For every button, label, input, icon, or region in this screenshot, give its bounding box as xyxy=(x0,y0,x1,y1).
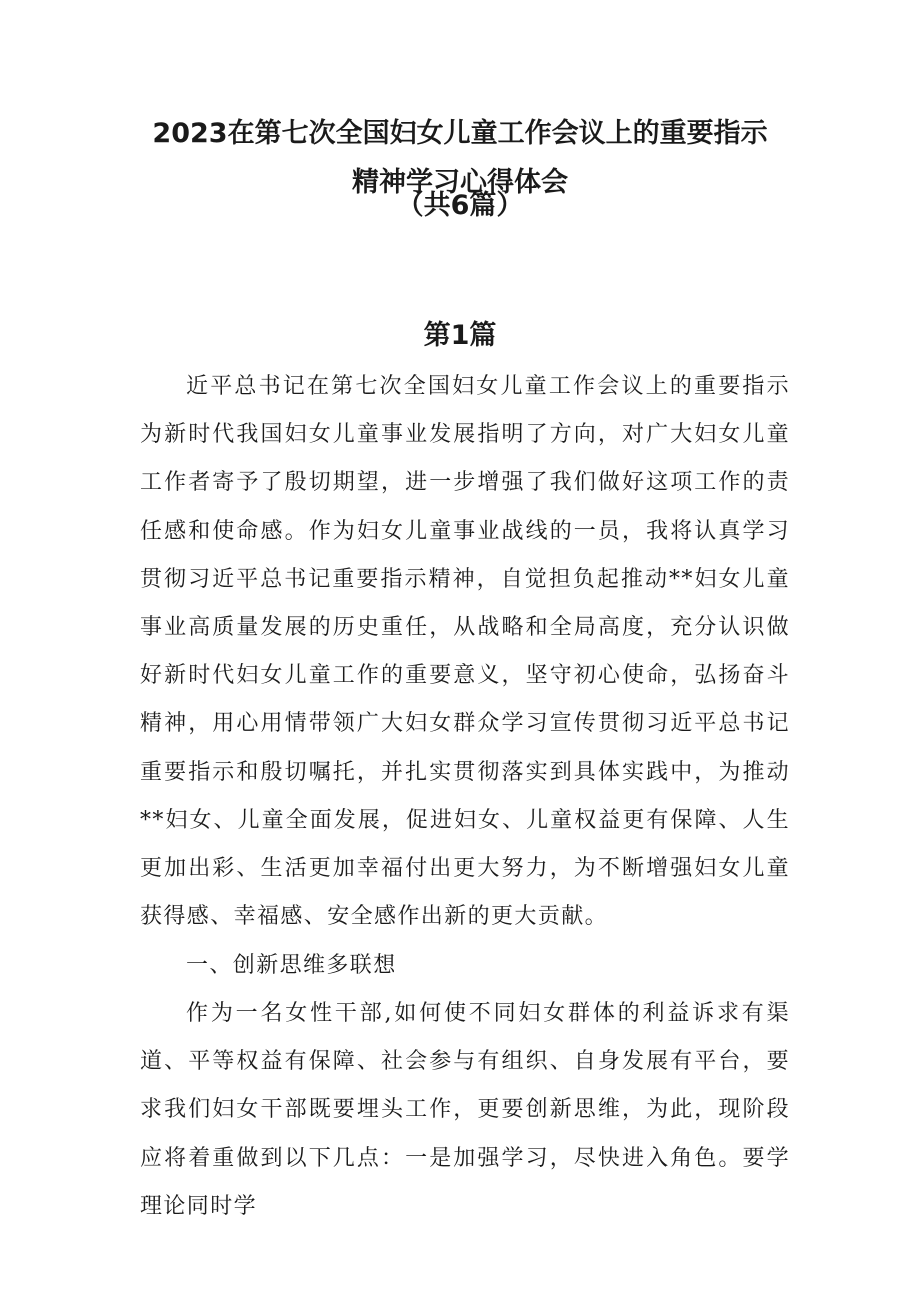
section-heading-1: 一、创新思维多联想 xyxy=(186,953,397,978)
document-title-line-2: 精神学习心得体会 xyxy=(352,167,568,198)
chapter-heading: 第1篇 xyxy=(423,320,497,351)
body-paragraph-2: 作为一名女性干部,如何使不同妇女群体的利益诉求有渠道、平等权益有保障、社会参与有组织、自身发展有平台，要求我们妇女干部既要埋头工作，更要创新思维，为此，现阶段应将着重做到以下几点：一是加强学习，尽快进入角色。要学理论同时学 xyxy=(140,1001,790,1219)
document-title-count: （共6篇） xyxy=(396,190,524,221)
body-paragraph-1: 近平总书记在第七次全国妇女儿童工作会议上的重要指示为新时代我国妇女儿童事业发展指明了方向，对广大妇女儿童工作者寄予了殷切期望，进一步增强了我们做好这项工作的责任感和使命感。作为妇女儿童事业战线的一员，我将认真学习贯彻习近平总书记重要指示精神，自觉担负起推动**妇女儿童事业高质量发展的历史重任，从战略和全局高度，充分认识做好新时代妇女儿童工作的重要意义，坚守初心使命，弘扬奋斗精神，用心用情带领广大妇女群众学习宣传贯彻习近平总书记重要指示和殷切嘱托，并扎实贯彻落实到具体实践中，为推动**妇女、儿童全面发展，促进妇女、儿童权益更有保障、人生更加出彩、生活更加幸福付出更大努力，为不断增强妇女儿童获得感、幸福感、安全感作出新的更大贡献。 xyxy=(140,374,790,930)
document-title-line-1: 2023在第七次全国妇女儿童工作会议上的重要指示 xyxy=(152,118,768,149)
